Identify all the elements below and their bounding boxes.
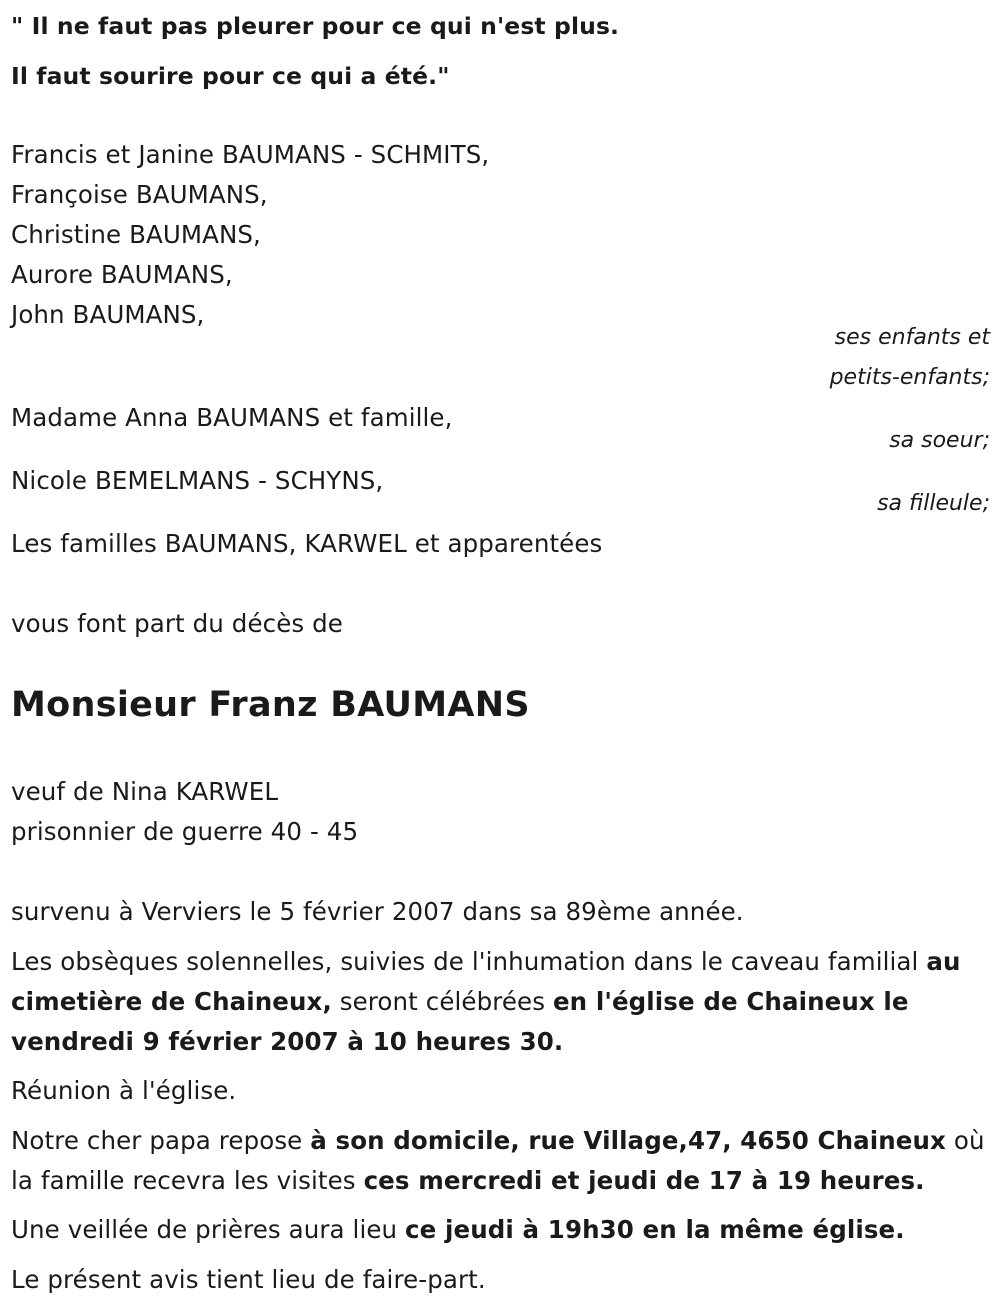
closing-line: Le présent avis tient lieu de faire-part. [11,1265,486,1294]
rest-text-2: où la famille recevra les visites [11,1126,985,1195]
vigil-line [11,1215,905,1245]
child-5: John BAUMANS, [11,300,205,329]
goddaughter-name: Nicole BEMELMANS - SCHYNS, [11,466,384,495]
reunion-line: Réunion à l'église. [11,1076,237,1105]
funeral-text-2: seront célébrées [331,987,553,1016]
funeral-text-1: Les obsèques solennelles, suivies de l'inhumation dans le caveau familial [11,947,927,976]
quote-line-1: " Il ne faut pas pleurer pour ce qui n'est plus. [11,12,620,40]
child-2: Françoise BAUMANS, [11,180,268,209]
vigil-time: ce jeudi à 19h30 en la même église. [405,1215,905,1244]
announce-line: vous font part du décès de [11,609,343,638]
child-4: Aurore BAUMANS, [11,260,233,289]
child-3: Christine BAUMANS, [11,220,261,249]
funeral-cemetery: au cimetière de Chaineux, [11,947,961,1016]
rest-text-1: Notre cher papa repose [11,1126,311,1155]
funeral-church-date: en l'église de Chaineux le vendredi 9 février 2007 à 10 heures 30. [11,987,909,1056]
vigil-text-1: Une veillée de prières aura lieu [11,1215,406,1244]
quote-line-2: Il faut sourire pour ce qui a été." [11,62,450,90]
deceased-name: Monsieur Franz BAUMANS [11,685,530,725]
rest-visits: ces mercredi et jeudi de 17 à 19 heures. [363,1166,925,1195]
rest-paragraph [11,1121,986,1201]
death-line: survenu à Verviers le 5 février 2007 dans sa 89ème année. [11,897,744,926]
prisoner-line: prisonnier de guerre 40 - 45 [11,817,359,846]
goddaughter-role: sa filleule; [877,491,990,516]
widower-line: veuf de Nina KARWEL [11,777,279,806]
families-line: Les familles BAUMANS, KARWEL et apparentées [11,529,603,558]
sister-role: sa soeur; [889,428,990,453]
funeral-paragraph [11,942,986,1062]
children-role-line-1: ses enfants et [834,325,990,350]
child-1: Francis et Janine BAUMANS - SCHMITS, [11,140,490,169]
rest-address: à son domicile, rue Village,47, 4650 Chaineux [310,1126,946,1155]
children-role-line-2: petits-enfants; [829,365,990,390]
sister-name: Madame Anna BAUMANS et famille, [11,403,453,432]
